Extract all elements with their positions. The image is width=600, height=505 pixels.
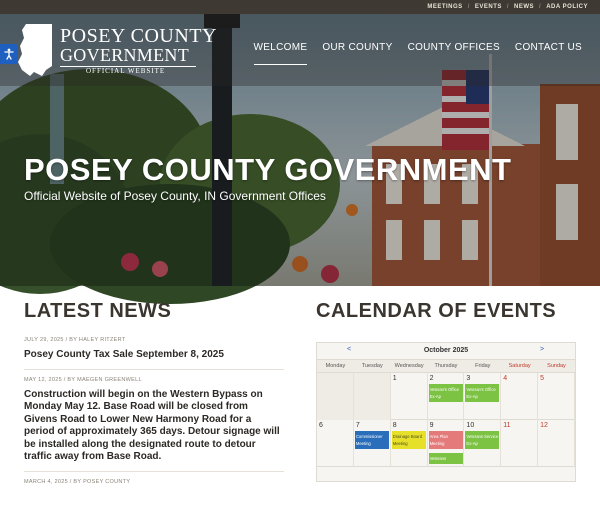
nav-item-welcome[interactable]: WELCOME <box>253 42 308 53</box>
calendar-heading-light: OF EVENTS <box>432 300 557 322</box>
calendar-day-cell[interactable] <box>428 373 465 420</box>
news-meta: MARCH 4, 2025 / BY POSEY COUNTY <box>24 478 131 485</box>
calendar-day-cell <box>354 373 391 420</box>
utility-item-events[interactable] <box>475 4 514 10</box>
latest-news-section <box>24 300 284 505</box>
weekday-label: Monday <box>325 363 346 369</box>
calendar-section <box>316 300 576 461</box>
calendar-day-cell[interactable] <box>391 420 428 467</box>
utility-separator: / <box>467 4 470 10</box>
utility-item-news[interactable] <box>514 4 546 10</box>
logo-line-county: POSEY COUNTY <box>60 25 217 47</box>
hero-subtitle: Official Website of Posey County, IN Government Offices <box>24 189 326 203</box>
calendar-week-row <box>317 373 575 420</box>
calendar-day-cell[interactable] <box>428 420 465 467</box>
utility-separator: / <box>539 4 542 10</box>
calendar-weekday-header <box>317 359 575 373</box>
calendar-day-number: 4 <box>503 375 508 382</box>
nav-item-county-offices[interactable]: COUNTY OFFICES <box>407 42 500 53</box>
calendar-day-number: 12 <box>540 422 548 429</box>
calendar-day-cell[interactable] <box>538 420 575 467</box>
calendar-day-number: 8 <box>392 422 397 429</box>
calendar-day-number: 3 <box>466 375 471 382</box>
calendar-nav <box>317 343 575 359</box>
calendar-day-cell <box>317 373 354 420</box>
calendar-day-cell[interactable] <box>464 420 501 467</box>
hero-title: POSEY COUNTY GOVERNMENT <box>24 152 512 187</box>
calendar-widget <box>316 342 576 482</box>
calendar-day-cell[interactable] <box>391 373 428 420</box>
utility-separator: / <box>506 4 510 10</box>
calendar-day-number: 1 <box>392 375 397 382</box>
calendar-event[interactable]: Veteran's Office Ex-Ap <box>465 384 499 402</box>
logo-line-official: OFFICIAL WEBSITE <box>86 67 166 75</box>
calendar-day-number: 6 <box>319 422 323 429</box>
utility-nav <box>427 0 588 14</box>
utility-link-news[interactable]: NEWS <box>514 4 535 10</box>
calendar-event[interactable]: Veteran's Office Ex-Ap <box>429 384 463 402</box>
weekday-label: Friday <box>475 363 491 369</box>
calendar-day-cell[interactable] <box>354 420 391 467</box>
calendar-day-cell[interactable] <box>538 373 575 420</box>
utility-item-meetings[interactable] <box>427 4 475 10</box>
calendar-event[interactable]: Commissioner Meeting <box>355 431 389 449</box>
calendar-prev-button[interactable]: < <box>347 346 352 353</box>
news-heading <box>24 300 284 323</box>
utility-link-meetings[interactable]: MEETINGS <box>427 4 463 10</box>
calendar-month-label: October 2025 <box>423 347 469 354</box>
news-meta: JULY 29, 2025 / BY HALEY RITZERT <box>24 337 126 343</box>
hero-banner <box>0 14 600 286</box>
news-item <box>24 377 284 472</box>
utility-link-ada-policy[interactable]: ADA POLICY <box>546 4 588 10</box>
calendar-day-cell[interactable] <box>501 420 538 467</box>
nav-item-contact-us[interactable]: CONTACT US <box>514 42 582 53</box>
calendar-day-number: 10 <box>466 422 475 429</box>
calendar-day-number: 2 <box>429 375 434 382</box>
news-title-link[interactable]: Construction will begin on the Western Bypass on Monday May 12. Base Road will be closed from Givens Road to Lower New Harmony Road for a period of approximately 365 days. Detour signage will be installed along the designated route to detour traffic away from Base Road. <box>24 388 280 462</box>
utility-item-ada-policy[interactable] <box>546 4 588 10</box>
news-heading-bold: NEWS <box>109 300 172 322</box>
news-title-link[interactable]: Posey County Tax Sale September 8, 2025 <box>24 349 224 360</box>
news-item <box>24 337 284 370</box>
weekday-label: Thursday <box>434 363 458 369</box>
news-item <box>24 479 284 498</box>
calendar-heading-bold: CALENDAR <box>316 300 433 322</box>
calendar-day-number: 5 <box>540 375 545 382</box>
calendar-day-cell[interactable] <box>501 373 538 420</box>
weekday-label: Wednesday <box>394 363 424 369</box>
utility-bar <box>0 0 600 14</box>
weekday-label: Tuesday <box>361 363 383 369</box>
calendar-day-number: 7 <box>355 422 360 429</box>
news-meta: MAY 12, 2025 / BY MAEGEN GREENWELL <box>24 376 142 383</box>
calendar-event[interactable]: Veterans Service Ex-Ap <box>465 431 499 449</box>
nav-item-our-county[interactable]: OUR COUNTY <box>322 42 393 53</box>
indiana-map-icon <box>16 20 56 80</box>
news-heading-light: LATEST <box>24 300 110 322</box>
calendar-next-button[interactable]: > <box>540 346 545 353</box>
calendar-event[interactable]: Area Plan Meeting <box>429 431 463 449</box>
main-nav <box>239 42 582 53</box>
logo-line-government: GOVERNMENT <box>60 45 189 65</box>
calendar-day-number: 9 <box>429 422 434 429</box>
calendar-heading <box>316 300 576 323</box>
accessibility-button[interactable] <box>0 44 18 64</box>
calendar-grid <box>317 373 575 467</box>
calendar-week-row <box>317 420 575 467</box>
calendar-event[interactable]: Drainage Board Meeting <box>392 431 426 449</box>
calendar-day-cell[interactable] <box>317 420 354 467</box>
calendar-day-cell[interactable] <box>464 373 501 420</box>
site-logo[interactable] <box>16 20 217 80</box>
calendar-event[interactable]: Veterans <box>429 453 463 464</box>
calendar-day-number: 11 <box>503 422 511 429</box>
weekday-label: Saturday <box>508 363 531 369</box>
accessibility-icon <box>3 48 15 60</box>
weekday-label: Sunday <box>547 363 566 369</box>
utility-link-events[interactable]: EVENTS <box>474 4 502 10</box>
